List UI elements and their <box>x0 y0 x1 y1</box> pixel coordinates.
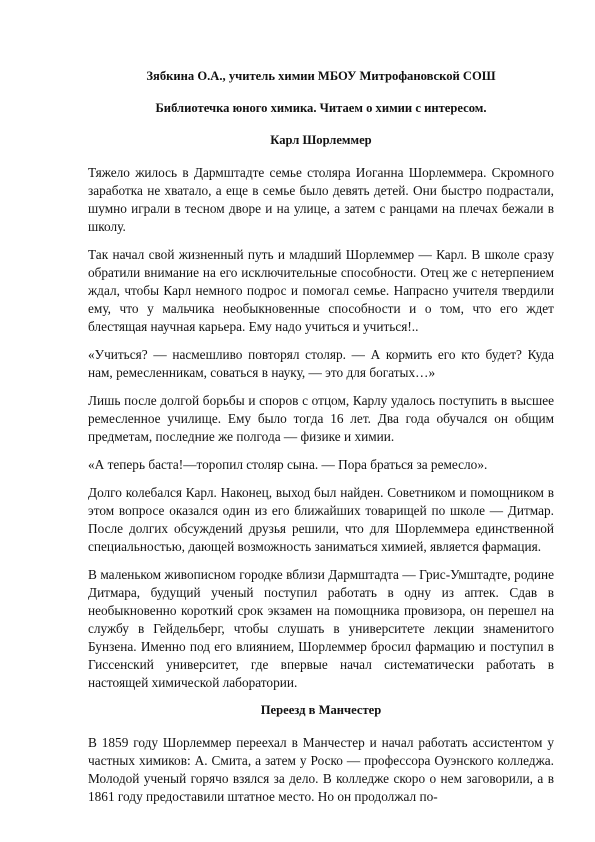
paragraph: Так начал свой жизненный путь и младший Шорлеммер — Карл. В школе сразу обратили внимание на его исключительные способности. Отец же с нетерпением ждал, чтобы Карл немного подрос и помогал семье. Напрасно учителя твердили ему, что у мальчика необыкновенные способности и о том, что его ждет блестящая научная карьера. Ему надо учиться и учиться!.. <box>88 247 554 334</box>
document-subtitle: Библиотечка юного химика. Читаем о химии с интересом. <box>155 101 487 115</box>
author-line: Зябкина О.А., учитель химии МБОУ Митрофановской СОШ <box>146 69 496 83</box>
paragraph: В 1859 году Шорлеммер переехал в Манчестер и начал работать ассистентом у частных химиков: А. Смита, а затем у Роско — профессора Оуэнского колледжа. Молодой ученый горячо взялся за дело. В колледже скоро о нем заговорили, а в 1861 году предоставили штатное место. Но он продолжал по- <box>88 735 554 804</box>
paragraph: Тяжело жилось в Дармштадте семье столяра Иоганна Шорлеммера. Скромного заработка не хватало, а еще в семье было девять детей. Они быстро подрастали, шумно играли в тесном дворе и на улице, а затем с ранцами на плечах бежали в школу. <box>88 165 554 234</box>
document-body <box>88 68 554 806</box>
article-title: Карл Шорлеммер <box>270 133 372 147</box>
paragraph: «Учиться? — насмешливо повторял столяр. — А кормить его кто будет? Куда нам, ремесленникам, соваться в науку, — это для богатых…» <box>88 347 554 380</box>
paragraph: «А теперь баста!—торопил столяр сына. — Пора браться за ремесло». <box>88 457 488 472</box>
paragraph: В маленьком живописном городке вблизи Дармштадта — Грис-Умштадте, родине Дитмара, будущий ученый поступил работать в одну из аптек. Сдав в необыкновенно короткий срок экзамен на помощника провизора, он перешел на службу в Гейдельберг, чтобы слушать в университете лекции знаменитого Бунзена. Именно под его влиянием, Шорлеммер бросил фармацию и поступил в Гиссенский университет, где впервые начал систематически работать в настоящей химической лаборатории. <box>88 567 554 690</box>
section-heading: Переезд в Манчестер <box>260 703 382 717</box>
paragraph: Долго колебался Карл. Наконец, выход был найден. Советником и помощником в этом вопросе оказался один из его ближайших товарищей по школе — Дитмар. После долгих обсуждений друзья решили, что для Шорлеммера единственной специальностью, дающей возможность заниматься химией, является фармация. <box>88 485 554 554</box>
paragraph: Лишь после долгой борьбы и споров с отцом, Карлу удалось поступить в высшее ремесленное училище. Ему было тогда 16 лет. Два года обучался он общим предметам, последние же полгода — физике и химии. <box>88 393 554 444</box>
